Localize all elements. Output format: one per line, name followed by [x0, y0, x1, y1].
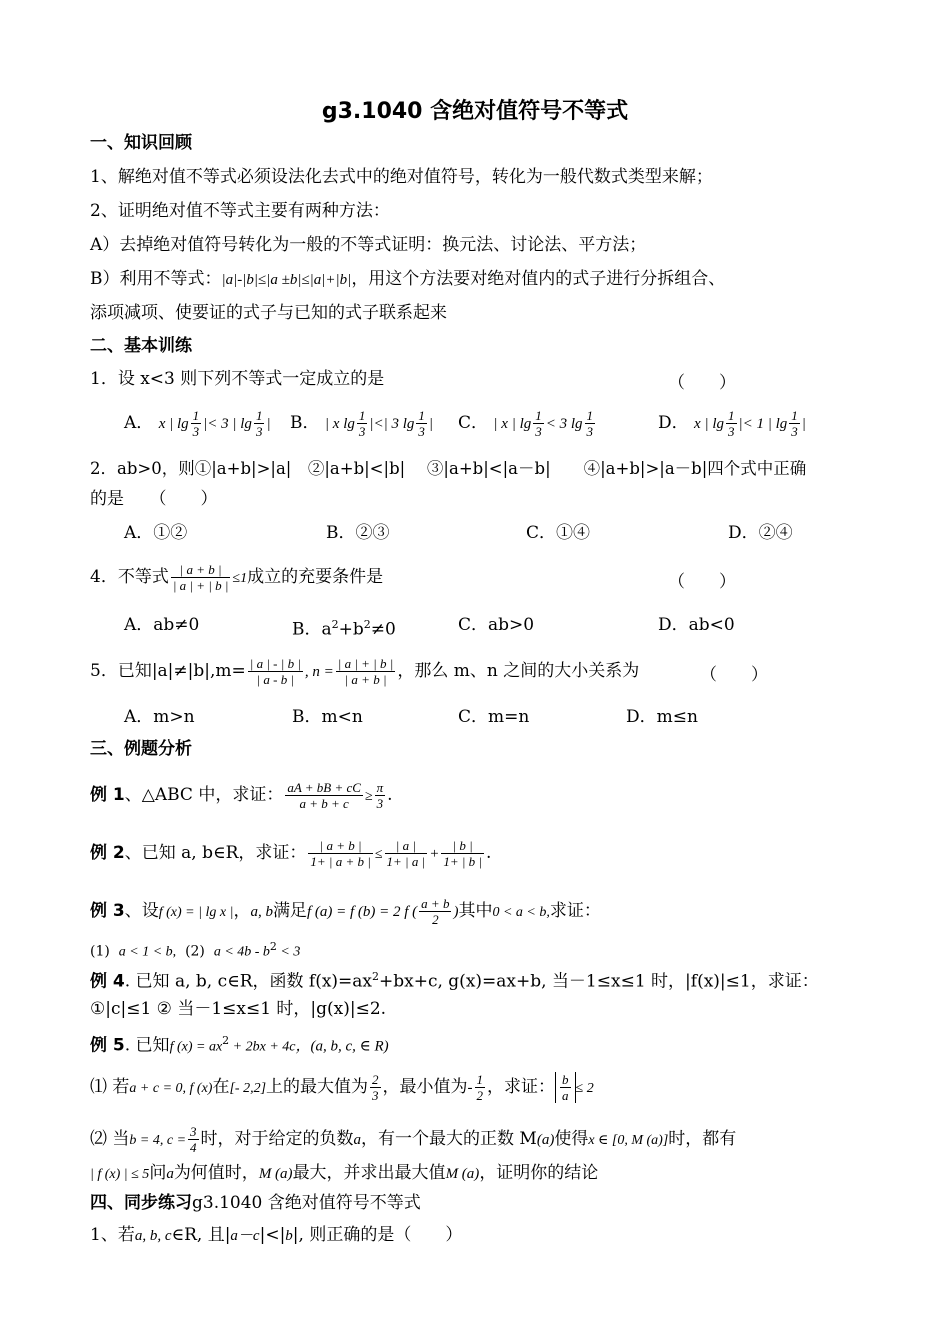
page-title: g3.1040 含绝对值符号不等式 [321, 99, 629, 124]
q5-option-c: C．m=n [458, 707, 530, 727]
q2-option-c: C．①④ [526, 523, 591, 543]
abs-b-over-a: $\frac{b}{a}$ [555, 1072, 576, 1103]
fraction: $\frac{1}{3}$ [728, 408, 735, 439]
section-heading-practice: 四、同步练习g3.1040 含绝对值符号不等式 [90, 1193, 421, 1213]
example-2: 例 2、已知 a, b∈R，求证： $\frac{| a + b |}{1+ | a + b |}$ ≤ $\frac{| a |}{1+ | a |}$ + $\frac{| b |}{1+ | b |}$ . [90, 838, 492, 869]
question-2: 2．ab>0，则①|a+b|>|a| ②|a+b|<|b| ③|a+b|<|a－b| ④|a+b|>|a－b|四个式中正确 [90, 459, 807, 478]
example-1-fraction: $\frac{aA + bB + cC}{a + b + c}$ [287, 780, 361, 811]
example-4-cont: ①|c|≤1 ② 当－1≤x≤1 时，|g(x)|≤2. [90, 999, 387, 1019]
fraction: $\frac{| b |}{1+ | b |}$ [443, 838, 482, 869]
pi-over-3-fraction: $\frac{\pi}{3}$ [376, 780, 384, 811]
math-text: ≤1 [232, 571, 248, 586]
option-letter: D． [658, 413, 689, 433]
math-text: | x | lg [493, 416, 532, 432]
q2-option-b: B．②③ [326, 523, 390, 543]
fraction: $\frac{1}{3}$ [418, 408, 425, 439]
fraction: $\frac{| a + b |}{1+ | a + b |}$ [310, 838, 371, 869]
option-letter: C． [458, 413, 489, 433]
math-text: |< 1 | lg [738, 416, 788, 432]
review-line-5: 添项减项、使要证的式子与已知的式子联系起来 [90, 303, 447, 323]
math-text: < 3 lg [545, 416, 583, 432]
fraction: $\frac{a + b}{2}$ [421, 896, 450, 927]
example-5: 例 5. 已知f $(x) = ax^2 + 2bx + 4c$，(a, b, c, ∈ R) [90, 1034, 389, 1056]
q4-tail: 成立的充要条件是 [247, 567, 384, 587]
math-text: | [428, 416, 434, 432]
fraction: $\frac{1}{2}$ [476, 1072, 484, 1103]
fraction: $\frac{1}{3}$ [535, 408, 542, 439]
q5-option-b: B．m<n [292, 707, 363, 727]
example-3-parts: (1) a < 1 < b, (2) $a < 4b - b^2 < 3$ [90, 940, 301, 960]
example-label: 例 5 [90, 1035, 125, 1056]
q4-option-c: C．ab>0 [458, 615, 535, 635]
section-heading-examples: 三、例题分析 [90, 739, 192, 759]
option-letter: B． [290, 413, 320, 433]
example-1: 例 1、△ABC 中，求证： $\frac{aA + bB + cC}{a + b + c}$ ≥ $\frac{\pi}{3}$ . [90, 780, 393, 811]
answer-blank-q5: （ ） [700, 665, 768, 685]
q4-lead: 4．不等式 [90, 567, 169, 587]
example-3: 例 3、设f (x) = | lg x |，a, b满足f (a) = f (b) = 2 f ( $\frac{a + b}{2}$ )其中0 < a < b,求证： [90, 896, 601, 927]
q5-n-fraction: $\frac{| a | + | b |}{| a + b |}$ [337, 656, 394, 687]
math-text: , n = [304, 664, 334, 680]
math-text: | [801, 416, 806, 432]
review-line-4-lead: B）利用不等式： [90, 269, 222, 289]
question-1: 1．设 x<3 则下列不等式一定成立的是 [90, 369, 385, 389]
math-text: x | lg [158, 416, 189, 432]
review-line-4 [90, 268, 725, 291]
q2-option-a: A．①② [124, 523, 188, 543]
triangle-inequality-formula: |a|-|b|≤|a ±b|≤|a|+|b| [221, 272, 352, 288]
q1-option-c [458, 408, 597, 439]
example-label: 例 4 [90, 971, 125, 992]
fraction: $\frac{2}{3}$ [372, 1072, 379, 1103]
math-text: |<| 3 lg [369, 416, 415, 432]
q1-option-b [290, 408, 433, 439]
fraction: $\frac{1}{3}$ [192, 408, 200, 439]
section-heading-review: 一、知识回顾 [90, 133, 192, 153]
fraction: $\frac{1}{3}$ [586, 408, 594, 439]
option-letter: A． [124, 413, 154, 433]
answer-blank-q4: （ ） [668, 572, 736, 592]
review-line-4-tail: ，用这个方法要对绝对值内的式子进行分拆组合、 [351, 269, 726, 289]
example-label: 例 2 [90, 843, 125, 863]
q4-option-a: A．ab≠0 [124, 615, 200, 635]
example-label: 例 3 [90, 901, 125, 921]
q4-option-d: D．ab<0 [658, 615, 735, 635]
question-5 [90, 656, 639, 687]
q5-lead: 5．已知|a|≠|b|,m= [90, 661, 246, 681]
q1-option-d [658, 408, 806, 439]
q5-tail: ，那么 m、n 之间的大小关系为 [397, 661, 640, 681]
fraction: $\frac{1}{3}$ [358, 408, 366, 439]
example-5-part-1: ⑴ 若a + c = 0, f (x)在[- 2,2]上的最大值为 $\frac{2}{3}$ ，最小值为- $\frac{1}{2}$ ，求证： $\frac{b}{a}$ ≤ 2 [90, 1072, 594, 1103]
section-heading-training: 二、基本训练 [90, 336, 192, 356]
q4-fraction: $\frac{| a + b |}{| a | + | b |}$ [172, 562, 229, 593]
review-line-2: 2、证明绝对值不等式主要有两种方法： [90, 201, 390, 221]
answer-blank-q1: （ ） [668, 373, 736, 393]
math-text: | x lg [324, 416, 355, 432]
example-4: 例 4. 已知 a, b, c∈R，函数 $f(x)=ax^2+bx+c$, g(x)=ax+b, 当－1≤x≤1 时，|f(x)|≤1，求证： [90, 970, 819, 992]
fraction: $\frac{1}{3}$ [791, 408, 798, 439]
q5-option-d: D．m≤n [626, 707, 698, 727]
fraction: $\frac{1}{3}$ [255, 408, 263, 439]
q5-m-fraction: $\frac{| a | - | b |}{| a - b |}$ [249, 656, 301, 687]
example-5-part-2-cont: | f (x) | ≤ 5问a为何值时，M (a)最大，并求出最大值M (a)，证明你的结论 [90, 1163, 599, 1183]
example-label: 例 1 [90, 785, 125, 805]
q4-option-b: B．$a^2+b^2\ne 0$ [292, 618, 396, 640]
review-line-1: 1、解绝对值不等式必须设法化去式中的绝对值符号，转化为一般代数式类型来解； [90, 167, 713, 187]
practice-question-1: 1、若a, b, c∈R, 且|a－c|<|b|, 则正确的是（ ） [90, 1225, 463, 1245]
fraction: $\frac{| a |}{1+ | a |}$ [386, 838, 426, 869]
q2-option-d: D．②④ [728, 523, 793, 543]
question-2-cont: 的是 （ ） [90, 489, 218, 509]
math-text: | [266, 416, 271, 432]
q5-option-a: A．m>n [124, 707, 195, 727]
review-line-3: A）去掉绝对值符号转化为一般的不等式证明：换元法、讨论法、平方法； [90, 235, 647, 255]
example-5-part-2: ⑵ 当b = 4, c = $\frac{3}{4}$ 时，对于给定的负数a，有一个最大的正数 M(a)使得x ∈ [0, M (a)]时，都有 [90, 1124, 737, 1155]
q1-option-a [124, 408, 271, 439]
fraction: $\frac{3}{4}$ [190, 1124, 197, 1155]
math-text: |< 3 | lg [203, 416, 252, 432]
question-4 [90, 562, 383, 593]
math-text: x | lg [694, 416, 724, 432]
